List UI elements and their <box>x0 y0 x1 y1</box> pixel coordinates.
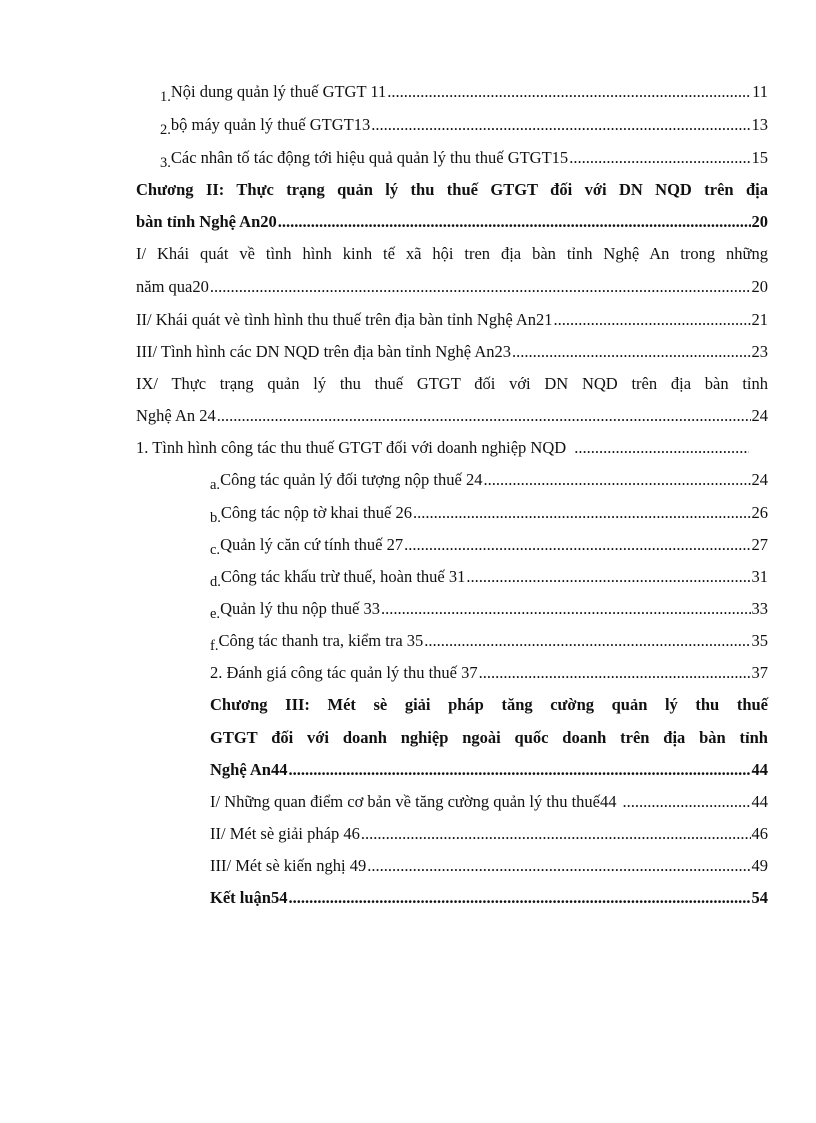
dot-leader <box>483 470 750 490</box>
chapter-heading-line: Chương III: Mét sè giải pháp tăng cường quản lý thu thuế <box>210 695 768 714</box>
toc-entry-page: 26 <box>751 503 768 522</box>
dot-leader <box>217 406 751 426</box>
dot-leader <box>367 856 750 876</box>
toc-entry-text: Công tác nộp tờ khai thuế 26 <box>220 503 412 522</box>
dot-leader <box>361 824 751 844</box>
toc-entry-text: Công tác thanh tra, kiểm tra 35 <box>218 631 424 650</box>
toc-entry-page: 35 <box>751 631 768 650</box>
toc-entry <box>136 438 750 458</box>
dot-leader <box>413 503 751 523</box>
dot-leader <box>424 631 750 651</box>
toc-entry-text: Nghệ An 24 <box>136 406 216 425</box>
toc-entry-text: 2. Đánh giá công tác quản lý thu thuế 37 <box>210 663 478 682</box>
toc-entry-text: Công tác quản lý đối tượng nộp thuế 24 <box>220 470 483 489</box>
dot-leader <box>569 148 750 168</box>
toc-entry-page: 11 <box>752 82 768 101</box>
dot-leader <box>512 342 751 362</box>
toc-entry-text: Nội dung quản lý thuế GTGT 11 <box>170 82 387 101</box>
toc-entry-page: 46 <box>751 824 768 843</box>
dot-leader <box>404 535 750 555</box>
dot-leader <box>288 760 750 780</box>
dot-leader <box>371 115 750 135</box>
toc-entry <box>160 82 768 105</box>
toc-entry <box>210 760 768 780</box>
dot-leader <box>387 82 751 102</box>
toc-entry-number: d. <box>210 574 221 590</box>
toc-entry <box>160 148 768 171</box>
toc-entry-number: 2. <box>160 122 171 138</box>
toc-entry-text: II/ Khái quát vè tình hình thu thuế trên địa bàn tỉnh Nghệ An21 <box>136 310 553 329</box>
toc-entry <box>160 115 768 138</box>
toc-entry <box>210 503 768 526</box>
dot-leader <box>466 567 750 587</box>
toc-entry <box>136 212 768 232</box>
dot-leader <box>278 212 751 232</box>
chapter-heading-line: GTGT đối với doanh nghiệp ngoài quốc doanh trên địa bàn tỉnh <box>210 728 768 747</box>
toc-entry-number: 3. <box>160 155 171 171</box>
toc-entry-number: e. <box>210 606 221 622</box>
toc-entry-text: 1. Tình hình công tác thu thuế GTGT đối với doanh nghiệp NQD <box>136 438 567 457</box>
toc-entry-text: Quản lý thu nộp thuế 33 <box>220 599 381 618</box>
dot-leader <box>554 310 751 330</box>
toc-entry <box>210 567 768 590</box>
toc-entry-page: 20 <box>751 212 768 231</box>
toc-entry-page: 31 <box>751 567 768 586</box>
dot-leader <box>210 277 751 297</box>
dot-leader <box>623 792 751 812</box>
toc-entry-page: 20 <box>751 277 768 296</box>
toc-entry-text: Nghệ An44 <box>210 760 288 779</box>
toc-entry-number: a. <box>210 477 221 493</box>
toc-entry <box>210 856 768 876</box>
toc-entry-text: Các nhân tố tác động tới hiệu quả quản lý thu thuế GTGT15 <box>170 148 569 167</box>
toc-entry-text: Quản lý căn cứ tính thuế 27 <box>220 535 404 554</box>
toc-entry-page: 24 <box>751 470 768 489</box>
dot-leader <box>574 438 749 458</box>
toc-entry <box>210 663 768 683</box>
toc-entry-page: 49 <box>751 856 768 875</box>
toc-entry-text: I/ Những quan điểm cơ bản về tăng cường quản lý thu thuế44 <box>210 792 617 811</box>
toc-entry <box>136 406 768 426</box>
toc-entry-page: 44 <box>751 792 768 811</box>
toc-entry <box>136 310 768 330</box>
dot-leader <box>288 888 750 908</box>
toc-entry <box>210 824 768 844</box>
toc-entry-page: 15 <box>751 148 768 167</box>
toc-entry-page: 37 <box>751 663 768 682</box>
section-heading-line: I/ Khái quát về tình hình kinh tế xã hội tren địa bàn tỉnh Nghệ An trong những <box>136 244 768 263</box>
toc-entry <box>210 535 768 558</box>
toc-entry-page: 23 <box>751 342 768 361</box>
toc-entry-page: 33 <box>751 599 768 618</box>
dot-leader <box>381 599 750 619</box>
toc-entry-number: 1. <box>160 89 171 105</box>
toc-entry-text: bàn tỉnh Nghệ An20 <box>136 212 277 231</box>
toc-entry-page: 21 <box>751 310 768 329</box>
toc-entry-page: 27 <box>751 535 768 554</box>
toc-entry <box>136 342 768 362</box>
toc-entry-text: Kết luận54 <box>210 888 288 907</box>
toc-entry-page: 24 <box>751 406 768 425</box>
section-heading-line: IX/ Thực trạng quản lý thu thuế GTGT đối với DN NQD trên địa bàn tỉnh <box>136 374 768 393</box>
toc-entry <box>210 888 768 908</box>
toc-entry-text: Công tác khấu trừ thuế, hoàn thuế 31 <box>220 567 466 586</box>
toc-entry <box>210 470 768 493</box>
toc-entry-text: III/ Mét sè kiến nghị 49 <box>210 856 367 875</box>
toc-entry-text: năm qua20 <box>136 277 209 296</box>
toc-entry-text: III/ Tình hình các DN NQD trên địa bàn tỉnh Nghệ An23 <box>136 342 511 361</box>
toc-entry-number: b. <box>210 510 221 526</box>
toc-entry <box>210 599 768 622</box>
toc-entry-page: 44 <box>751 760 768 779</box>
toc-entry-text: II/ Mét sè giải pháp 46 <box>210 824 360 843</box>
chapter-heading-line: Chương II: Thực trạng quản lý thu thuế GTGT đối với DN NQD trên địa <box>136 180 768 199</box>
toc-entry <box>210 792 768 812</box>
toc-entry-page: 13 <box>751 115 768 134</box>
toc-entry-page: 54 <box>751 888 768 907</box>
dot-leader <box>479 663 751 683</box>
toc-entry-number: c. <box>210 542 221 558</box>
toc-entry-number: f. <box>210 638 219 654</box>
toc-entry <box>136 277 768 297</box>
toc-entry-text: bộ máy quản lý thuế GTGT13 <box>170 115 371 134</box>
toc-entry <box>210 631 768 654</box>
